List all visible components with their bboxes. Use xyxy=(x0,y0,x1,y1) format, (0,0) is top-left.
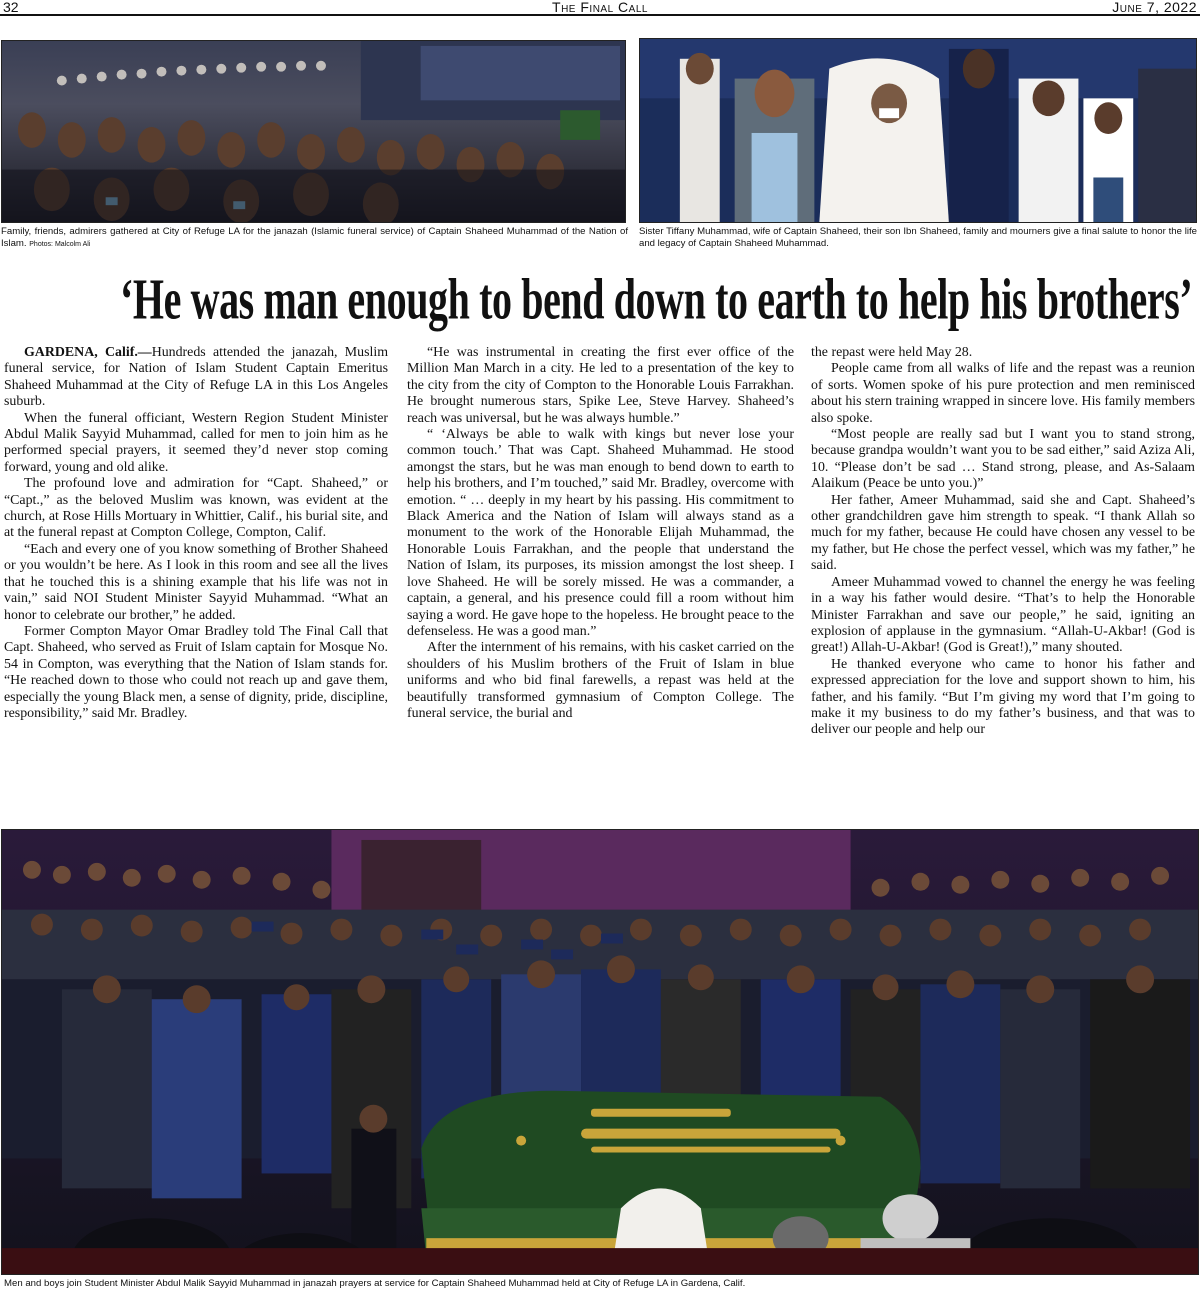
paragraph: “Each and every one of you know something of Brother Shaheed or you wouldn’t be here. As I look in this room and see all the lives that he touched this is a shining example that his life was not in vain,” said NOI Student Minister Sayyid Muhammad. “What an honor to celebrate our brother,” he added. xyxy=(4,541,388,623)
audience-photo xyxy=(1,40,626,223)
paragraph: the repast were held May 28. xyxy=(811,345,973,360)
prayer-photo xyxy=(1,829,1199,1275)
paragraph: When the funeral officiant, Western Region Student Minister Abdul Malik Sayyid Muhammad, called for men to join him as he performed special prayers, it seemed they’d never stop coming forward, young and old alike. xyxy=(4,410,388,475)
paragraph: Ameer Muhammad vowed to channel the energy he was feeling in a way his father would desire. “That’s to help the Honorable Minister Farrakhan and save our people,” he said, igniting an explosion of applause in the gymnasium. “Allah-U-Akbar! (God is great!) Allah-U-Akbar! (God is Great!),” many shouted. xyxy=(811,574,1195,656)
photo-credit: Photos: Malcolm Ali xyxy=(29,241,91,248)
paragraph: “ ‘Always be able to walk with kings but never lose your common touch.’ That was Capt. Shaheed Muhammad. He stood amongst the stars, but he was man enough to bend down to earth to help his brothers, and I’m touched,” said Mr. Bradley, overcome with emotion. “ … deeply in my heart by his passing. His commitment to Black America and the Nation of Islam will always stand as a monument to the work of the Honorable Elijah Muhammad, the Honorable Louis Farrakhan, and the people that understand the Nation of Islam, its purposes, its mission amongst the lost sheep. I love Shaheed. He will be sorely missed. He was a commander, a captain, a general, and his presence could fill a room without him saying a word. He gave hope to the hopeless. He brought peace to the defenseless. He was a good man.” xyxy=(407,427,794,639)
page-header xyxy=(0,0,1200,16)
dateline: GARDENA, Calif.— xyxy=(24,345,152,360)
article-column-3 xyxy=(811,345,1195,739)
paragraph: GARDENA, Calif.—Hundreds attended the janazah, Muslim funeral service, for Nation of Islam Student Captain Emeritus Shaheed Muhammad at the City of Refuge LA in this Los Angeles suburb. xyxy=(4,345,389,410)
paragraph: Former Compton Mayor Omar Bradley told The Final Call that Capt. Shaheed, who served as Fruit of Islam captain for Mosque No. 54 in Compton, was everything that the Nation of Islam stands for. “He reached down to those who could not reach up and gave them, especially the young Black men, a sense of dignity, pride, discipline, responsibility,” said Mr. Bradley. xyxy=(4,623,388,721)
paragraph: “Most people are really sad but I want you to stand strong, because grandpa wouldn’t want you to be sad either,” said Aziza Ali, 10. “Please don’t be sad … Stand strong, please, and As-Salaam Alaikum (Peace be unto you.)” xyxy=(811,427,1195,492)
caption-text: Family, friends, admirers gathered at City of Refuge LA for the janazah (Islamic funeral service) of Captain Shaheed Muhammad of the Nation of Islam. xyxy=(1,226,628,249)
paragraph: The profound love and admiration for “Capt. Shaheed,” or “Capt.,” as the beloved Muslim was known, was evident at the church, at Rose Hills Mortuary in Whittier, Calif., his burial site, and at the funeral repast at Compton College, Compton, Calif. xyxy=(4,476,388,541)
paragraph: Her father, Ameer Muhammad, said she and Capt. Shaheed’s other grandchildren gave him strength to speak. “I thank Allah so much for my father, because He could have chosen any vessel to be my father, but He chose the perfect vessel, which was my father,” he said. xyxy=(811,492,1195,574)
salute-photo-caption: Sister Tiffany Muhammad, wife of Captain Shaheed, their son Ibn Shaheed, family and mourners give a final salute to honor the life and legacy of Captain Shaheed Muhammad. xyxy=(639,226,1197,249)
paragraph: After the internment of his remains, with his casket carried on the shoulders of his Muslim brothers of the Fruit of Islam in blue uniforms and who bid final farewells, a repast was held at the beautifully transformed gymnasium of Compton College. The funeral service, the burial and xyxy=(407,640,794,721)
paragraph: He thanked everyone who came to honor his father and expressed appreciation for the love and support shown to him, his father, and his family. “But I’m giving my word that I’m going to make it my business to do my father’s business, and that was to deliver our people and help our xyxy=(811,656,1195,738)
article-column-1 xyxy=(4,345,388,722)
paragraph: People came from all walks of life and the repast was a reunion of sorts. Women spoke of his pure protection and men reminisced about his stern training wrapped in sincere love. His family members also spoke. xyxy=(811,361,1195,426)
issue-date: June 7, 2022 xyxy=(1112,0,1197,15)
audience-photo-caption xyxy=(1,226,628,251)
salute-photo xyxy=(639,38,1197,223)
page-number: 32 xyxy=(3,0,19,15)
masthead: The Final Call xyxy=(552,0,648,15)
article-headline: ‘He was man enough to bend down to earth to help his brothers’ xyxy=(120,265,1193,332)
article-column-2 xyxy=(407,345,794,722)
paragraph: “He was instrumental in creating the first ever office of the Million Man March in a city. He led to a presentation of the key to the city from the city of Compton to the Honorable Louis Farrakhan. He brought numerous stars, Spike Lee, Steve Harvey. Shaheed’s reach was universal, but he was always humble.” xyxy=(407,345,794,426)
prayer-photo-caption: Men and boys join Student Minister Abdul Malik Sayyid Muhammad in janazah prayers at service for Captain Shaheed Muhammad held at City of Refuge LA in Gardena, Calif. xyxy=(4,1278,746,1289)
